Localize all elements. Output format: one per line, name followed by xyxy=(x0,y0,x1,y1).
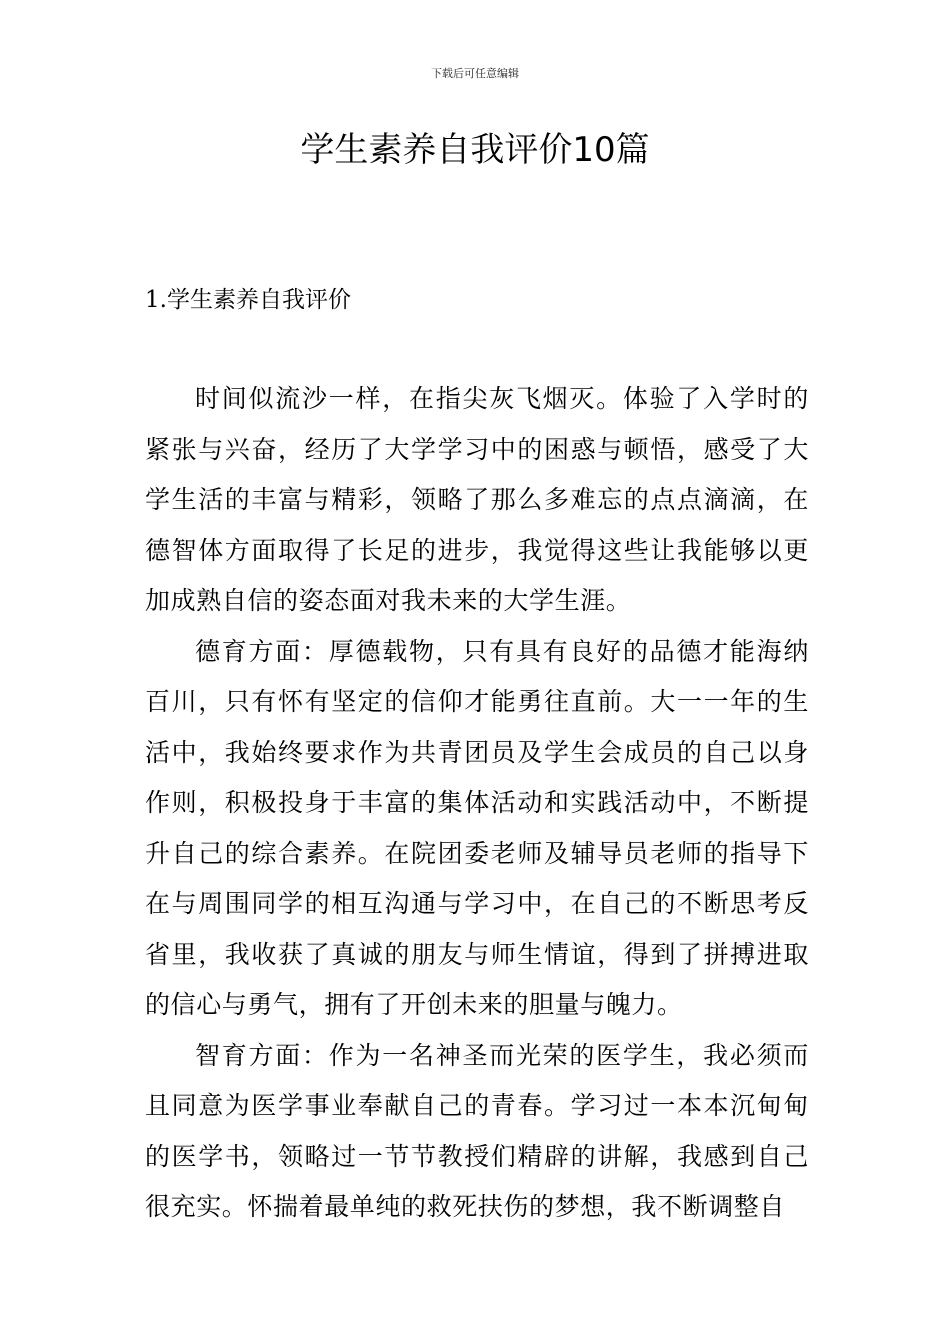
body-text xyxy=(145,374,809,1233)
paragraph-moral-education: 德育方面：厚德载物，只有具有良好的品德才能海纳百川，只有怀有坚定的信仰才能勇往直前。大一一年的生活中，我始终要求作为共青团员及学生会成员的自己以身作则，积极投身于丰富的集体活动和实践活动中，不断提升自己的综合素养。在院团委老师及辅导员老师的指导下在与周围同学的相互沟通与学习中，在自己的不断思考反省里，我收获了真诚的朋友与师生情谊，得到了拼搏进取的信心与勇气，拥有了开创未来的胆量与魄力。 xyxy=(145,636,809,1019)
section-heading: 1.学生素养自我评价 xyxy=(145,287,351,313)
header-note: 下载后可任意编辑 xyxy=(431,67,519,80)
paragraph-intro: 时间似流沙一样，在指尖灰飞烟灭。体验了入学时的紧张与兴奋，经历了大学学习中的困惑与顿悟，感受了大学生活的丰富与精彩，领略了那么多难忘的点点滴滴，在德智体方面取得了长足的进步，我觉得这些让我能够以更加成熟自信的姿态面对我未来的大学生涯。 xyxy=(145,384,809,615)
paragraph-intellectual-education: 智育方面：作为一名神圣而光荣的医学生，我必须而且同意为医学事业奉献自己的青春。学习过一本本沉甸甸的医学书，领略过一节节教授们精辟的讲解，我感到自己很充实。怀揣着最单纯的救死扶伤的梦想，我不断调整自 xyxy=(145,1040,809,1221)
document-title: 学生素养自我评价10篇 xyxy=(300,130,650,170)
